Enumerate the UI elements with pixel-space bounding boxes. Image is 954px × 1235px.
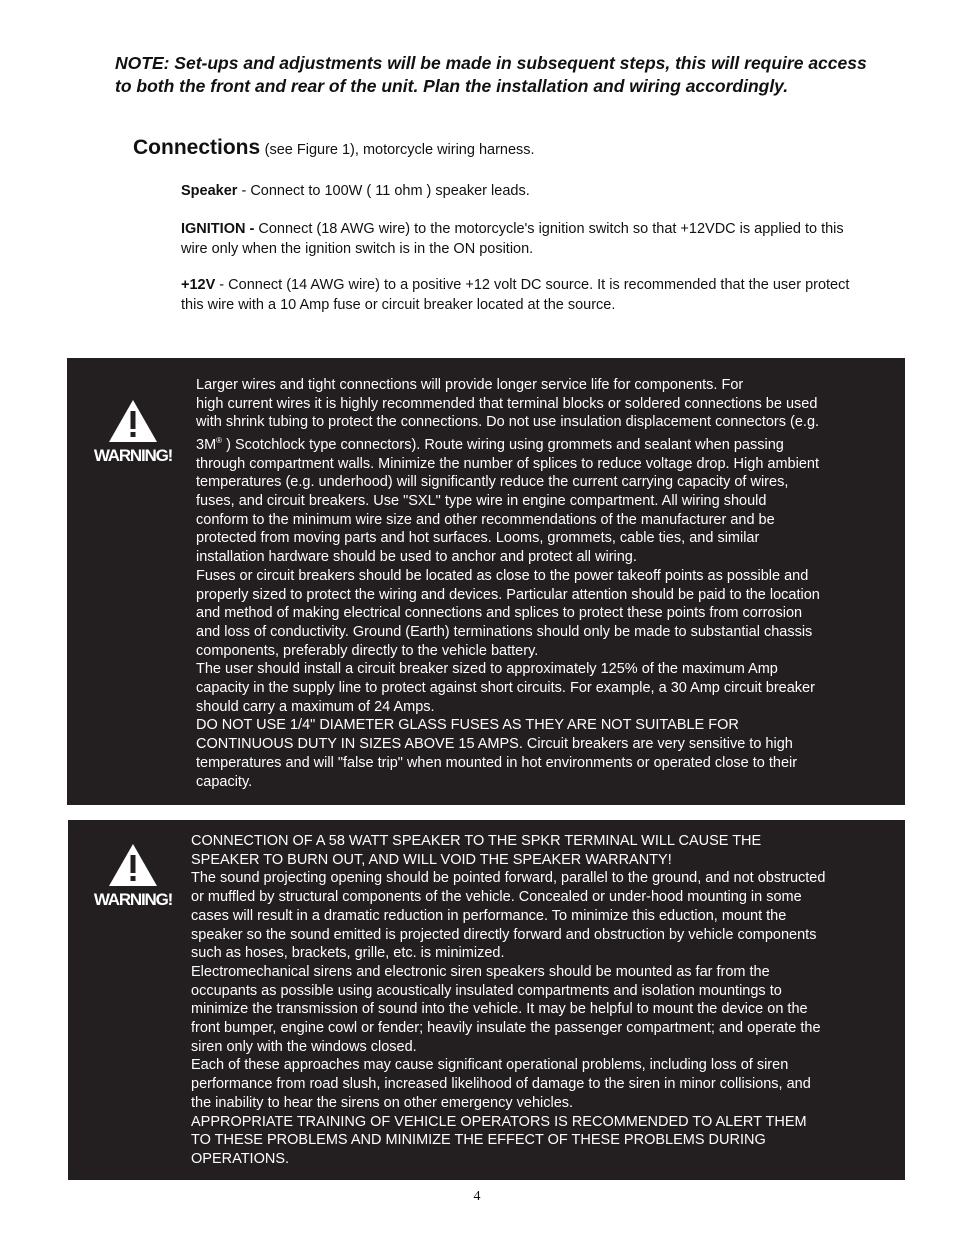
section-subtitle: (see Figure 1), motorcycle wiring harness. — [264, 142, 535, 158]
connection-text: - Connect to 100W ( 11 ohm ) speaker leads. — [237, 183, 530, 199]
warning-triangle-icon — [107, 842, 159, 888]
section-title: Connections — [133, 136, 261, 159]
connection-label: Speaker — [181, 183, 238, 199]
warning-triangle-icon — [107, 398, 159, 444]
page-number: 4 — [473, 1189, 481, 1204]
connections-heading — [133, 136, 535, 160]
connection-item-speaker — [181, 182, 871, 202]
warning-badge — [83, 842, 183, 910]
installation-note: NOTE: Set-ups and adjustments will be made in subsequent steps, this will require access to both the front and rear of the unit. Plan the installation and wiring accordingly. — [115, 53, 867, 96]
registered-mark: ® — [216, 436, 223, 446]
connection-text: - Connect (14 AWG wire) to a positive +12 volt DC source. It is recommended that the user protect this wire with a 10 Amp fuse or circuit breaker located at the source. — [181, 277, 850, 313]
connection-label: +12V — [181, 277, 216, 293]
warning-badge — [83, 398, 183, 466]
warning-text: CONNECTION OF A 58 WATT SPEAKER TO THE SPKR TERMINAL WILL CAUSE THE SPEAKER TO BURN OUT, AND WILL VOID THE SPEAKER WARRANTY! The sound projecting opening should be pointed forward, parallel to the ground, and not obstructed or muffled by structural components of the vehicle. Concealed or under-hood mounting in some cases will result in a dramatic reduction in performance. To minimize this eduction, mount the speaker so the sound emitted is projected directly forward and obstruction by vehicle components such as hoses, brackets, grille, etc. is minimized. Electromechanical sirens and electronic siren speakers should be mounted as far from the occupants as possible using acoustically insulated compartments and isolation mountings to minimize the transmission of sound into the vehicle. It may be helpful to mount the device on the front bumper, engine cowl or fender; heavily insulate the passenger compartment; and operate the siren only with the windows closed. Each of these approaches may cause significant operational problems, including loss of siren performance from road slush, increased likelihood of damage to the siren in minor collisions, and the inability to hear the sirens on other emergency vehicles. APPROPRIATE TRAINING OF VEHICLE OPERATORS IS RECOMMENDED TO ALERT THEM TO THESE PROBLEMS AND MINIMIZE THE EFFECT OF THESE PROBLEMS DURING OPERATIONS. — [191, 833, 826, 1167]
connection-label: IGNITION - — [181, 221, 255, 237]
connection-text: Connect (18 AWG wire) to the motorcycle's ignition switch so that +12VDC is applied to this wire only when the ignition switch is in the ON position. — [181, 221, 844, 257]
warning-label: WARNING! — [93, 890, 173, 909]
connection-item-12v — [181, 276, 871, 315]
warning-box-wiring — [67, 358, 905, 805]
warning-box-speaker — [68, 820, 905, 1180]
warning-text: Larger wires and tight connections will provide longer service life for components. For high current wires it is highly recommended that terminal blocks or soldered connections be used with shrink tubing to protect the connections. Do not use insulation displacement connectors (e.g. 3M® ) Scotchlock type connectors). Route wiring using grommets and sealant when passing through compartment walls. Minimize the number of splices to reduce voltage drop. High ambient temperatures (e.g. underhood) will significantly reduce the current carrying capacity of wires, fuses, and circuit breakers. Use "SXL" type wire in engine compartment. All wiring should conform to the minimum wire size and other recommendations of the manufacturer and be protected from moving parts and hot surfaces. Looms, grommets, cable ties, and similar installation hardware should be used to anchor and protect all wiring. Fuses or circuit breakers should be located as close to the power takeoff points as possible and properly sized to protect the wiring and devices. Particular attention should be paid to the location and method of making electrical connections and splices to protect these points from corrosion and loss of conductivity. Ground (Earth) terminations should only be made to substantial chassis components, preferably directly to the vehicle battery. The user should install a circuit breaker sized to approximately 125% of the maximum Amp capacity in the supply line to protect against short circuits. For example, a 30 Amp circuit breaker should carry a maximum of 24 Amps. DO NOT USE 1/4" DIAMETER GLASS FUSES AS THEY ARE NOT SUITABLE FOR CONTINUOUS DUTY IN SIZES ABOVE 15 AMPS. Circuit breakers are very sensitive to high temperatures and will "false trip" when mounted in hot environments or operated close to their capacity. — [196, 377, 820, 790]
warning-label: WARNING! — [93, 446, 173, 465]
connection-item-ignition — [181, 220, 871, 259]
